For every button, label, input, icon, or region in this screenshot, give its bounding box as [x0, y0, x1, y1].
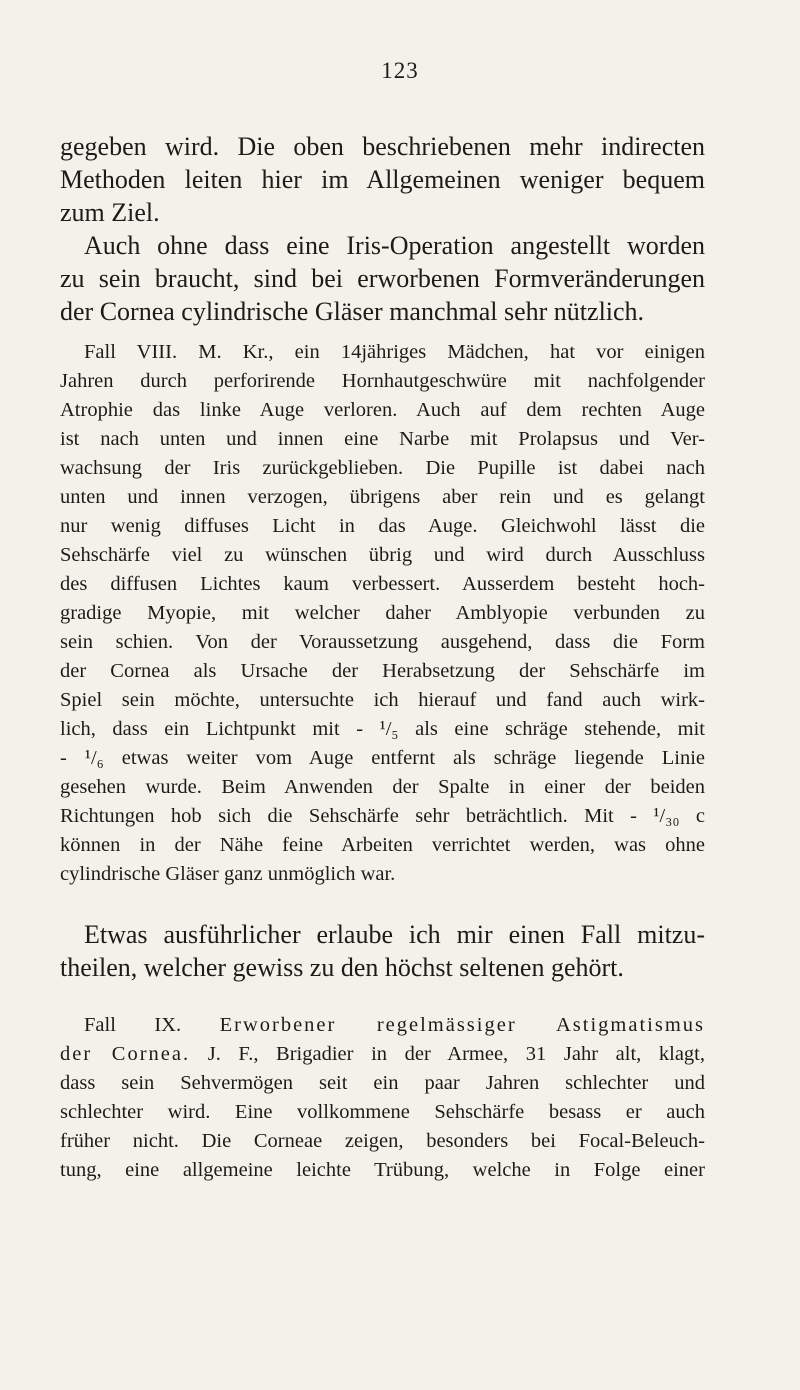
text-line: Auch ohne dass eine Iris-Operation angestellt worden: [84, 231, 705, 260]
text-line: der Cornea als Ursache der Herabsetzung der Sehschärfe im: [60, 660, 705, 682]
text-line: nur wenig diffuses Licht in das Auge. Gleichwohl lässt die: [60, 515, 705, 537]
text-line: tung, eine allgemeine leichte Trübung, welche in Folge einer: [60, 1159, 705, 1181]
text-line: des diffusen Lichtes kaum verbessert. Ausserdem besteht hoch-: [60, 573, 705, 595]
text-line: können in der Nähe feine Arbeiten verrichtet werden, was ohne: [60, 834, 705, 856]
text-line: Sehschärfe viel zu wünschen übrig und wird durch Ausschluss: [60, 544, 705, 566]
text-line: Richtungen hob sich die Sehschärfe sehr beträchtlich. Mit - ¹/₃₀ c: [60, 805, 705, 827]
text-line: - ¹/₆ etwas weiter vom Auge entfernt als schräge liegende Linie: [60, 747, 705, 769]
text-line: gegeben wird. Die oben beschriebenen mehr indirecten: [60, 132, 705, 161]
text-line: theilen, welcher gewiss zu den höchst seltenen gehört.: [60, 953, 624, 982]
case-report-viii: [60, 338, 705, 889]
case-heading-continued: der Cornea.: [60, 1043, 191, 1065]
text-line: unten und innen verzogen, übrigens aber rein und es gelangt: [60, 486, 705, 508]
text-line: gesehen wurde. Beim Anwenden der Spalte in einer der beiden: [60, 776, 705, 798]
text-line: Methoden leiten hier im Allgemeinen weniger bequem: [60, 165, 705, 194]
text-line: wachsung der Iris zurückgeblieben. Die Pupille ist dabei nach: [60, 457, 705, 479]
paragraph-intro: [60, 130, 705, 229]
text-line: gradige Myopie, mit welcher daher Amblyopie verbunden zu: [60, 602, 705, 624]
text-line: dass sein Sehvermögen seit ein paar Jahren schlechter und: [60, 1072, 705, 1094]
text-line: Atrophie das linke Auge verloren. Auch auf dem rechten Auge: [60, 399, 705, 421]
case-heading-line: [60, 1011, 705, 1040]
text-line: Jahren durch perforirende Hornhautgeschwüre mit nachfolgender: [60, 370, 705, 392]
text-line: ist nach unten und innen eine Narbe mit Prolapsus und Ver-: [60, 428, 705, 450]
text-line: zum Ziel.: [60, 198, 160, 227]
text-line: Spiel sein möchte, untersuchte ich hierauf und fand auch wirk-: [60, 689, 705, 711]
text-line: lich, dass ein Lichtpunkt mit - ¹/₅ als eine schräge stehende, mit: [60, 718, 705, 740]
case-text: J. F., Brigadier in der Armee, 31 Jahr alt, klagt,: [207, 1043, 705, 1065]
text-line: der Cornea cylindrische Gläser manchmal sehr nützlich.: [60, 297, 645, 326]
text-line: früher nicht. Die Corneae zeigen, besonders bei Focal-Beleuch-: [60, 1130, 705, 1152]
text-line: schlechter wird. Eine vollkommene Sehschärfe besass er auch: [60, 1101, 705, 1123]
case-report-ix: [60, 1011, 705, 1185]
text-line: [60, 1040, 705, 1069]
paragraph-cylindrical-glasses: [60, 229, 705, 328]
page-number: 123: [381, 58, 419, 83]
case-heading: Erworbener regelmässiger Astigmatismus: [219, 1014, 705, 1036]
text-line: zu sein braucht, sind bei erworbenen Formveränderungen: [60, 264, 705, 293]
text-line: cylindrische Gläser ganz unmöglich war.: [60, 863, 396, 885]
text-line: sein schien. Von der Voraussetzung ausgehend, dass die Form: [60, 631, 705, 653]
text-line: Fall VIII. M. Kr., ein 14jähriges Mädchen, hat vor einigen: [84, 341, 705, 363]
paragraph-introduce-case: [60, 918, 705, 984]
text-line: Etwas ausführlicher erlaube ich mir einen Fall mitzu-: [84, 920, 705, 949]
case-label: Fall IX.: [84, 1014, 182, 1036]
